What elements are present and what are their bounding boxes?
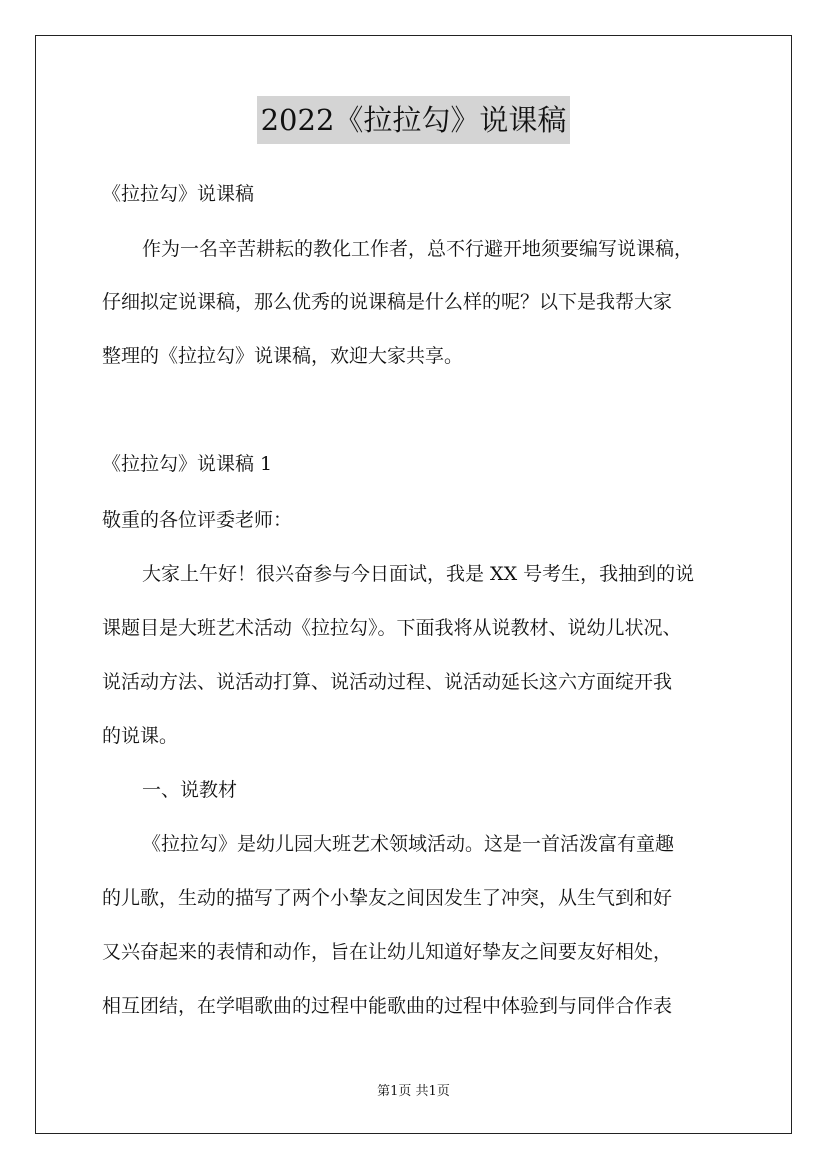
- paragraph-line: 大家上午好！很兴奋参与今日面试，我是 XX 号考生，我抽到的说: [142, 563, 695, 585]
- subsection-heading: 一、说教材: [142, 779, 238, 801]
- document-title: 2022《拉拉勾》说课稿: [257, 96, 571, 144]
- salutation: 敬重的各位评委老师：: [102, 509, 293, 531]
- page-footer: 第1页 共1页: [377, 1084, 450, 1099]
- paragraph-line: 说活动方法、说活动打算、说活动过程、说活动延长这六方面绽开我: [102, 671, 673, 693]
- paragraph-line: 又兴奋起来的表情和动作，旨在让幼儿知道好挚友之间要友好相处，: [102, 941, 673, 963]
- paragraph-line: 仔细拟定说课稿，那么优秀的说课稿是什么样的呢？以下是我帮大家: [102, 291, 673, 313]
- paragraph-line: 的说课。: [102, 725, 179, 747]
- paragraph-line: 课题目是大班艺术活动《拉拉勾》。下面我将从说教材、说幼儿状况、: [102, 617, 682, 639]
- paragraph-line: 相互团结，在学唱歌曲的过程中能歌曲的过程中体验到与同伴合作表: [102, 995, 673, 1017]
- title-container: [0, 96, 827, 144]
- paragraph-line: 整理的《拉拉勾》说课稿，欢迎大家共享。: [102, 345, 464, 367]
- paragraph-line: 《拉拉勾》是幼儿园大班艺术领域活动。这是一首活泼富有童趣: [142, 833, 675, 855]
- section-heading: 《拉拉勾》说课稿 1: [102, 453, 273, 475]
- intro-heading: 《拉拉勾》说课稿: [102, 183, 255, 205]
- paragraph-line: 的儿歌，生动的描写了两个小挚友之间因发生了冲突，从生气到和好: [102, 887, 673, 909]
- paragraph-line: 作为一名辛苦耕耘的教化工作者，总不行避开地须要编写说课稿，: [142, 238, 694, 260]
